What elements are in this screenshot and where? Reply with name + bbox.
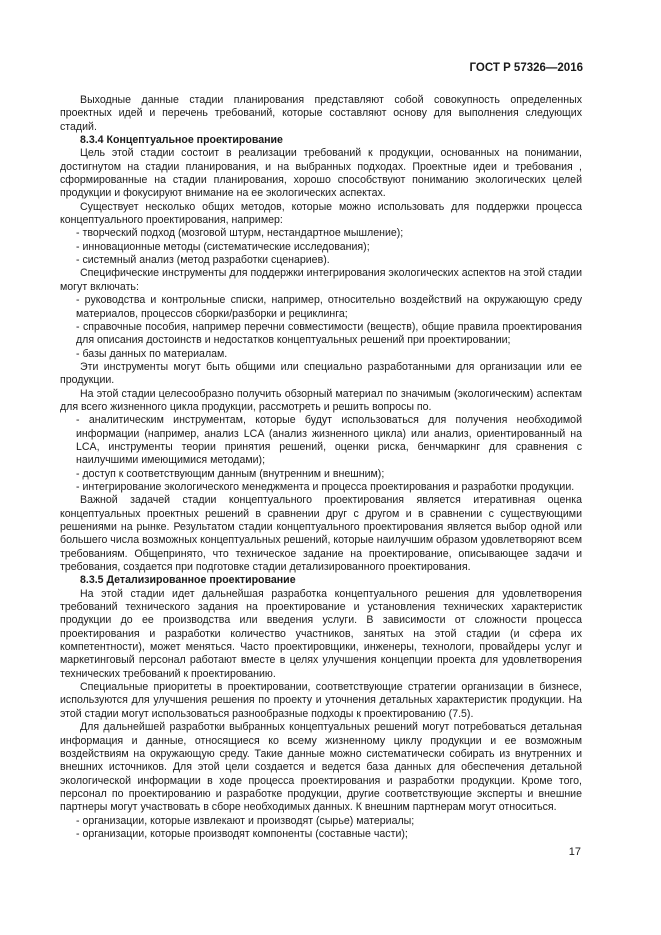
paragraph: Выходные данные стадии планирования представляют собой совокупность определенных проектных идей и перечень требований, которые составляют основу для выполнения следующих стадий. xyxy=(60,94,582,133)
list-item: - доступ к соответствующим данным (внутренним и внешним); xyxy=(76,467,385,480)
list-item: - инновационные методы (систематические исследования); xyxy=(76,240,370,253)
section-heading: 8.3.5 Детализированное проектирование xyxy=(80,574,296,587)
list-item: - творческий подход (мозговой штурм, нестандартное мышление); xyxy=(76,227,404,240)
document-header: ГОСТ Р 57326—2016 xyxy=(469,62,583,74)
paragraph: Специальные приоритеты в проектировании, соответствующие стратегии организации в бизнесе, используются для улучшения решения по проекту и уточнения детальных характеристик продукции. На этой стадии могут использоваться разнообразные подходы к проектированию (7.5). xyxy=(60,681,582,720)
list-item: - руководства и контрольные списки, например, относительно воздействий на окружающую среду материалов, процессов сборки/разборки и рециклинга; xyxy=(76,294,582,320)
list-item: - базы данных по материалам. xyxy=(76,347,228,360)
paragraph: Для дальнейшей разработки выбранных концептуальных решений могут потребоваться детальная информация и данные, относящиеся ко всему жизненному циклу продукции и ее возможным воздействиям на окружающую среду. Такие данные можно систематически собирать из внутренних и внешних источников. Для этой цели создается и ведется база данных для обеспечения детальной экологической информации в ходе процесса проектирования и разработки продукции. Кроме того, персонал по проектированию и разработке продукции, другие соответствующие эксперты и внешние партнеры могут участвовать в сборе необходимых данных. К внешним партнерам могут относиться. xyxy=(60,721,582,814)
document-body xyxy=(60,94,582,841)
paragraph: Существует несколько общих методов, которые можно использовать для поддержки процесса концептуального проектирования, например: xyxy=(60,200,582,227)
list-item: - аналитическим инструментам, которые будут использоваться для получения необходимой информации (например, анализ LCA (анализ жизненного цикла) или анализ, ориентированный на LCA, инструменты теории принятия решений, оценки риска, бенчмаркинг для сравнения с наилучшими имеющимися методами); xyxy=(76,414,582,467)
list-item: - системный анализ (метод разработки сценариев). xyxy=(76,254,330,267)
paragraph: Специфические инструменты для поддержки интегрирования экологических аспектов на этой стадии могут включать: xyxy=(60,267,582,293)
paragraph: На этой стадии целесообразно получить обзорный материал по значимым (экологическим) аспектам для всего жизненного цикла продукции, рассмотреть и решить вопросы по. xyxy=(60,387,582,413)
section-heading: 8.3.4 Концептуальное проектирование xyxy=(80,134,283,147)
page-number: 17 xyxy=(568,846,581,858)
paragraph: Цель этой стадии состоит в реализации требований к продукции, основанных на понимании, достигнутом на стадии планирования, и на выбранных подходах. Проектные идеи и требования , сформированные на стадии планирования, хорошо способствуют пониманию экологических целей продукции и фокусируют внимание на ее экологических аспектах. xyxy=(60,147,582,200)
paragraph: Эти инструменты могут быть общими или специально разработанными для организации или ее продукции. xyxy=(60,360,582,387)
list-item: - организации, которые извлекают и производят (сырье) материалы; xyxy=(76,814,415,827)
paragraph: На этой стадии идет дальнейшая разработка концептуального решения для удовлетворения требований технического задания на проектирование и установления технических характеристик продукции до ее производства или введения услуги. В зависимости от сложности процесса проектирования и разработки количество участников, занятых на этой стадии (и сфера их компетентности), может меняться. Часто проектировщики, инженеры, технологи, провайдеры услуг и маркетинговый персонал работают вместе в целях улучшения концепции проекта для удовлетворения технических требований к проектированию. xyxy=(60,587,582,680)
list-item: - интегрирование экологического менеджмента и процесса проектирования и разработки продукции. xyxy=(76,480,575,493)
paragraph: Важной задачей стадии концептуального проектирования является итеративная оценка концептуальных проектных решений в сравнении друг с другом и в сравнении с существующими решениями на рынке. Результатом стадии концептуального проектирования является выбор одной или большего числа возможных концептуальных решений, которые наилучшим образом удовлетворяют всем требованиям. Общепринято, что техническое задание на проектирование, описывающее задачи и требования, создается при подготовке стадии детализированного проектирования. xyxy=(60,494,582,574)
list-item: - организации, которые производят компоненты (составные части); xyxy=(76,827,408,840)
list-item: - справочные пособия, например перечни совместимости (веществ), общие правила проектирования для описания достоинств и недостатков концептуальных решений при проектировании; xyxy=(76,320,582,347)
